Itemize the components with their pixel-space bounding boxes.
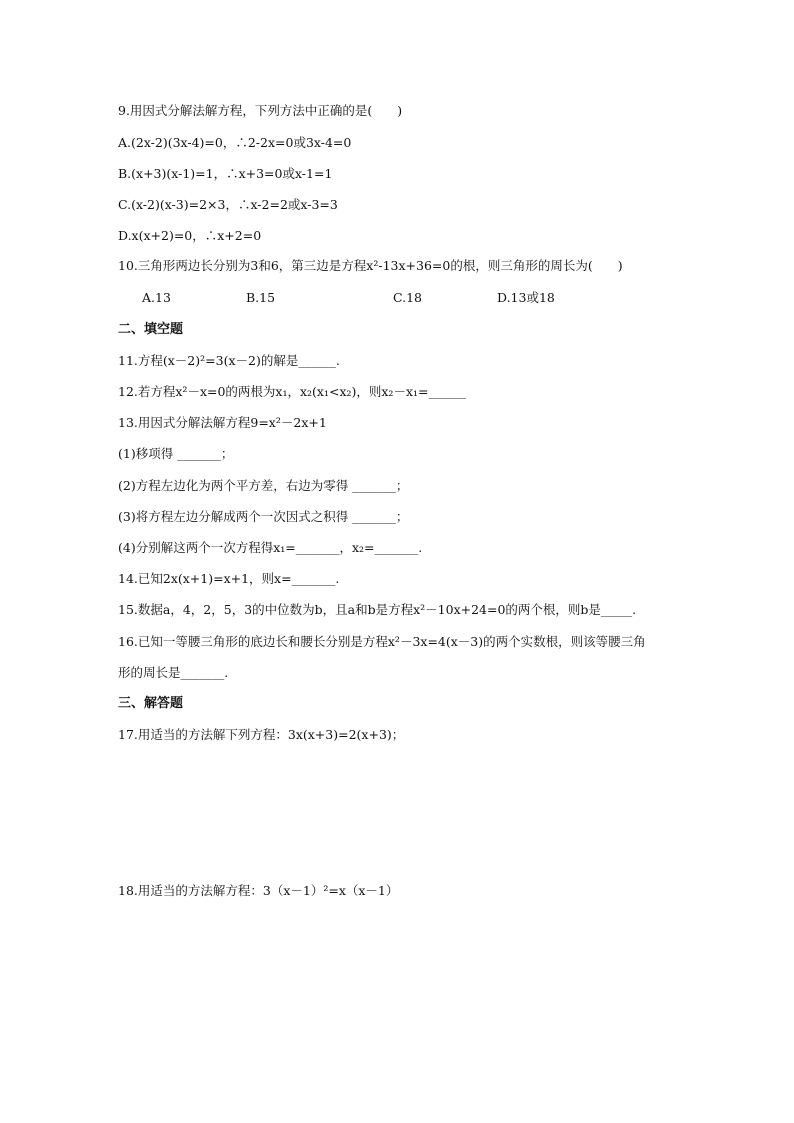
q18: 18.用适当的方法解方程：3（x－1）²=x（x－1） (118, 883, 399, 898)
q10-option-a: A.13 (142, 290, 171, 305)
q13-step4: (4)分别解这两个一次方程得x₁=_______，x₂=_______. (118, 540, 423, 555)
q10-option-d: D.13或18 (497, 290, 555, 305)
q13-step1: (1)移项得 _______； (118, 446, 234, 461)
q9-option-c: C.(x-2)(x-3)=2×3，∴x-2=2或x-3=3 (118, 197, 338, 212)
q9-option-d: D.x(x+2)=0，∴x+2=0 (118, 228, 262, 243)
q9-stem: 9.用因式分解法解方程，下列方法中正确的是( ) (118, 103, 403, 118)
section-title-solve: 三、解答题 (118, 696, 184, 711)
q16-line2: 形的周长是_______. (118, 665, 229, 680)
q9-option-a: A.(2x-2)(3x-4)=0，∴2-2x=0或3x-4=0 (118, 135, 352, 150)
q10-stem: 10.三角形两边长分别为3和6，第三边是方程x²-13x+36=0的根，则三角形的周长为( ) (118, 258, 623, 273)
q14: 14.已知2x(x+1)=x+1，则x=_______. (118, 571, 340, 586)
q17: 17.用适当的方法解下列方程：3x(x+3)=2(x+3)； (118, 727, 405, 742)
q11: 11.方程(x－2)²=3(x－2)的解是______. (118, 353, 340, 368)
q13-stem: 13.用因式分解法解方程9=x²－2x+1 (118, 415, 327, 430)
q15: 15.数据a，4，2，5，3的中位数为b，且a和b是方程x²－10x+24=0的两个根，则b是_____. (118, 602, 637, 617)
q16-line1: 16.已知一等腰三角形的底边长和腰长分别是方程x²－3x=4(x－3)的两个实数根，则该等腰三角 (118, 634, 646, 649)
q13-step2: (2)方程左边化为两个平方差，右边为零得 _______； (118, 478, 409, 493)
q9-option-b: B.(x+3)(x-1)=1，∴x+3=0或x-1=1 (118, 166, 333, 181)
q13-step3: (3)将方程左边分解成两个一次因式之积得 _______； (118, 509, 409, 524)
q10-option-b: B.15 (246, 290, 276, 305)
q10-option-c: C.18 (393, 290, 422, 305)
section-title-fill-in: 二、填空题 (118, 322, 184, 337)
q12: 12.若方程x²－x=0的两根为x₁，x₂(x₁<x₂)，则x₂－x₁=______ (118, 384, 466, 399)
